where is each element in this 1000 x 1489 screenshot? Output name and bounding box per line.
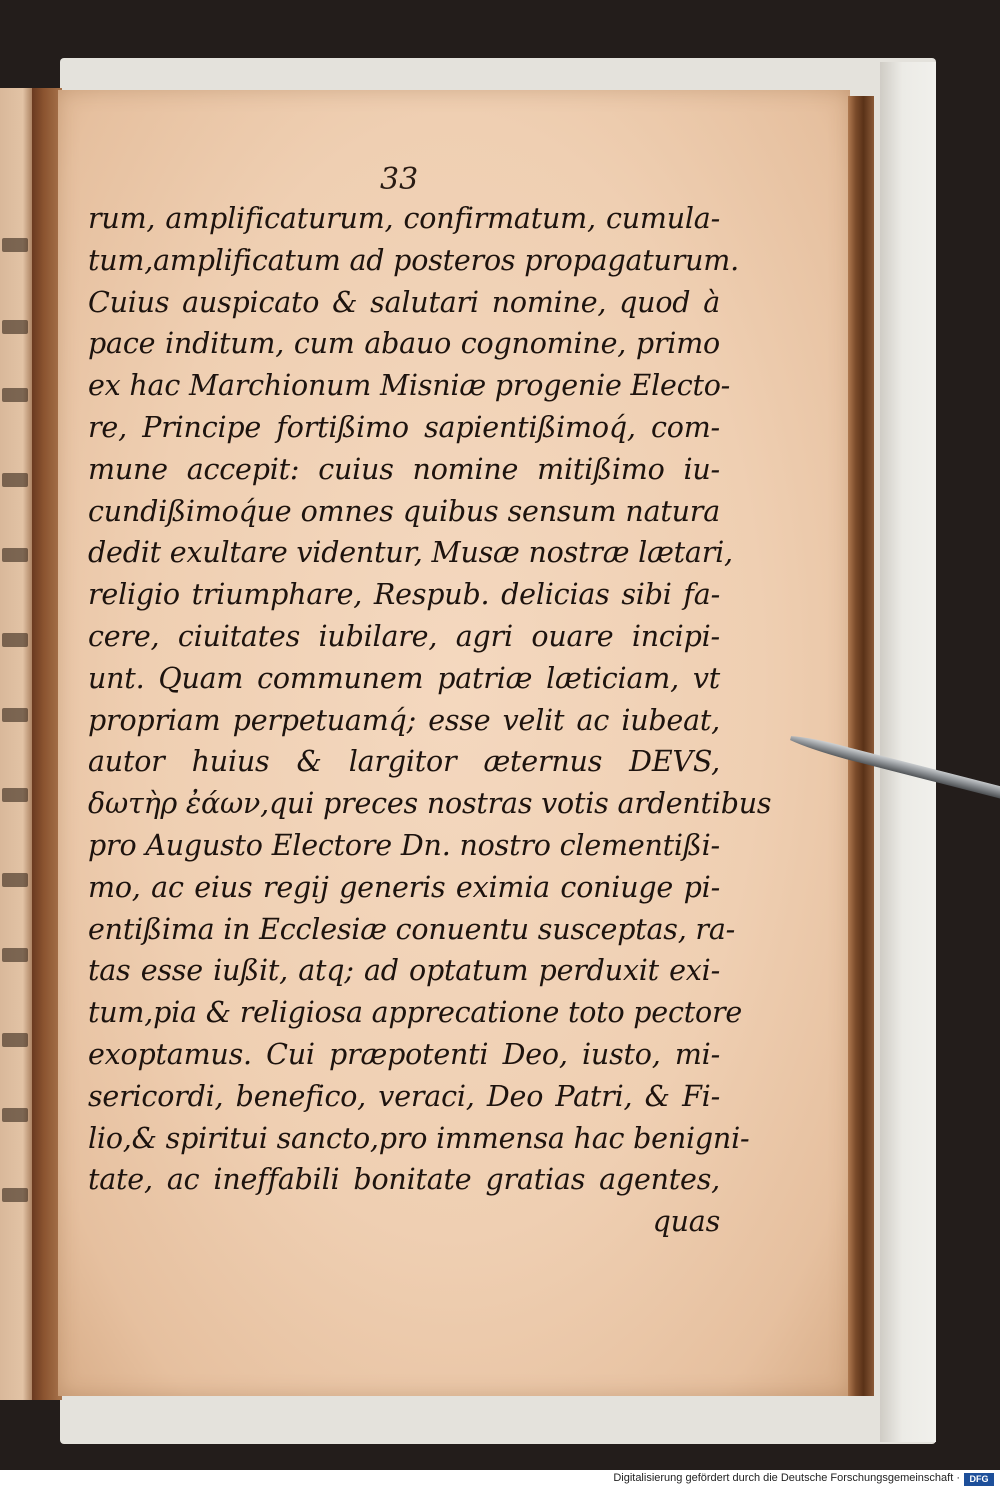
text-line: ex hac Marchionum Misniæ progenie Electo- (88, 369, 731, 403)
text-line: tum,pia & religiosa apprecatione toto pectore (88, 996, 743, 1030)
text-line: pace inditum, cum abauo cognomine, primo (88, 327, 720, 361)
text-line: dedit exultare videntur, Musæ nostræ lætari, (88, 536, 733, 570)
text-line: cundißimoq́ue omnes quibus sensum natura (88, 494, 720, 528)
text-line: sericordi, benefico, veraci, Deo Patri, & Fi- (88, 1079, 720, 1113)
text-line: autor huius & largitor æternus DEVS, (88, 745, 720, 779)
text-line: entißima in Ecclesiæ conuentu susceptas, ra- (88, 912, 736, 946)
footer-credit: Digitalisierung gefördert durch die Deutsche Forschungsgemeinschaft · (613, 1472, 960, 1484)
text-line: unt. Quam communem patriæ læticiam, vt (88, 661, 720, 695)
text-line: propriam perpetuamq́; esse velit ac iubeat, (88, 703, 720, 737)
text-line: tate, ac ineffabili bonitate gratias agentes, (88, 1163, 720, 1197)
body-text (88, 198, 772, 1243)
text-line: Cuius auspicato & salutari nomine, quod à (88, 285, 720, 319)
text-line: pro Augusto Electore Dn. nostro clementißi- (88, 828, 720, 862)
text-line: δωτὴρ ἐάων,qui preces nostras votis ardentibus (88, 787, 772, 821)
text-line: mune accepit: cuius nomine mitißimo iu- (88, 452, 720, 486)
dfg-logo: DFG (964, 1473, 994, 1486)
catchword: quas (652, 1205, 720, 1239)
text-line: exoptamus. Cui præpotenti Deo, iusto, mi- (88, 1037, 720, 1071)
text-line: tas esse iußit, atq; ad optatum perduxit exi- (88, 954, 720, 988)
text-line: rum, amplificaturum, confirmatum, cumula- (88, 202, 720, 235)
page-number: 33 (380, 162, 419, 197)
facing-page-text-fragments (0, 88, 30, 1400)
text-line: tum,amplificatum ad posteros propagaturum. (88, 243, 739, 277)
text-line: lio,& spiritui sancto,pro immensa hac benigni- (88, 1121, 750, 1155)
text-line: re, Principe fortißimo sapientißimoq́, com- (88, 410, 720, 444)
text-line: religio triumphare, Respub. delicias sibi fa- (88, 578, 720, 612)
footer-bar (0, 1470, 1000, 1489)
text-line: mo, ac eius regij generis eximia coniuge pi- (88, 870, 720, 904)
text-line: cere, ciuitates iubilare, agri ouare incipi- (88, 619, 720, 653)
